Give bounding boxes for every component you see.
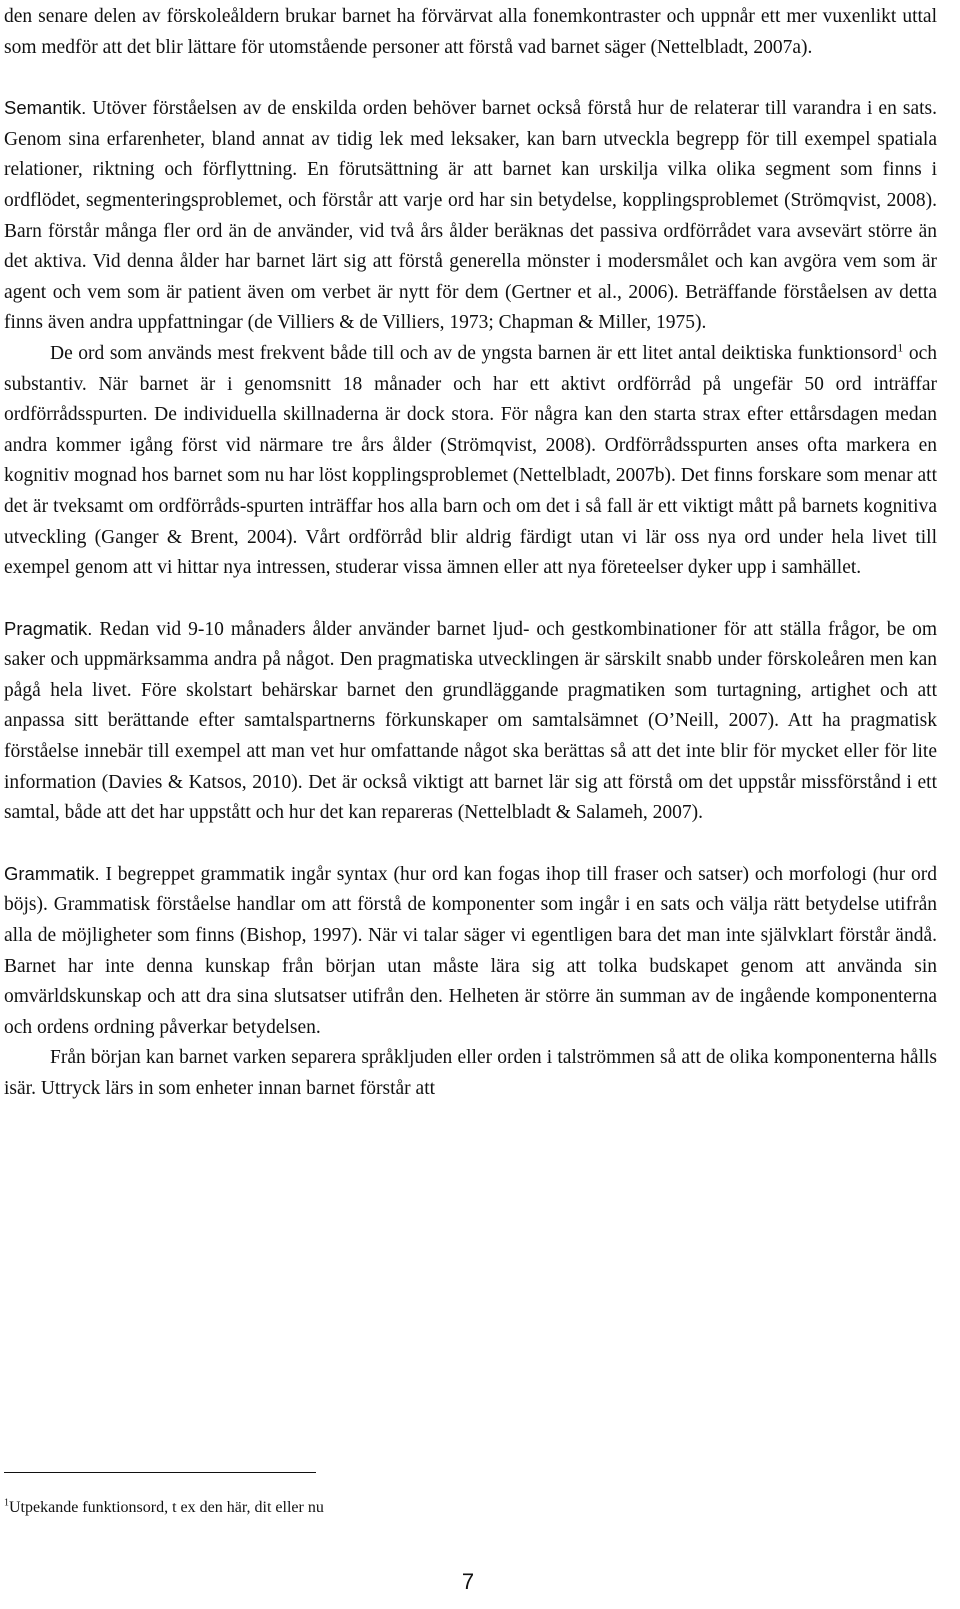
paragraph-text: I begreppet grammatik ingår syntax (hur ord kan fogas ihop till fraser och satser) och morfologi (hur ord böjs). Grammatisk förståelse handlar om att förstå de komponenter som ingår i en sats och välja rätt betydelse utifrån alla de möjligheter som finns (Bishop, 1997). När vi talar säger vi egentligen bara det man inte självklart förstår ändå. Barnet har inte denna kunskap från början utan måste lära sig att tolka budskapet genom att använda sin omvärldskunskap och att dra sina slutsatser utifrån den. Helheten är större än summan av de ingående komponenterna och ordens ordning påverkar betydelsen.: [4, 863, 937, 1038]
footnote-text: Utpekande funktionsord, t ex den här, dit eller nu: [9, 1499, 324, 1516]
footnote-reference: 1: [897, 340, 904, 355]
paragraph-text: den senare delen av förskoleåldern brukar barnet ha förvärvat alla fonemkontraster och uppnår ett mer vuxenlikt uttal som medför att det blir lättare för utomstående personer att förstå vad barnet säger (Nettelbladt, 2007a).: [4, 6, 937, 58]
paragraph-text: och substantiv. När barnet är i genomsnitt 18 månader och har ett aktivt ordförråd på ungefär 50 ord inträffar ordförrådsspurten. De individuella skillnaderna är dock stora. För några kan den starta strax efter ettårsdagen medan andra kommer igång först vid närmare tre års ålder (Strömqvist, 2008). Ordförrådsspurten anses ofta markera en kognitiv mognad hos barnet som nu har löst kopplingsproblemet (Nettelbladt, 2007b). Det finns forskare som menar att det är tveksamt om ordförråds-spurten inträffar hos alla barn och om det i så fall är ett viktigt mått på barnets kognitiva utveckling (Ganger & Brent, 2004). Vårt ordförråd blir aldrig färdigt utan vi lär oss nya ord under hela livet till exempel genom att vi hittar nya intressen, studerar vissa ämnen eller att nya företeelser dyker upp i samhället.: [4, 342, 938, 579]
section-heading-semantik: Semantik.: [4, 97, 87, 119]
paragraph-grammatik: [4, 859, 937, 1044]
paragraph-semantik: [4, 93, 937, 339]
paragraph-phonology-end: [4, 2, 937, 63]
paragraph-gap: [4, 829, 937, 859]
footnote-mark: 1: [4, 1497, 9, 1509]
section-heading-pragmatik: Pragmatik.: [4, 617, 93, 639]
paragraph-gap: [4, 584, 937, 614]
paragraph-gap: [4, 63, 937, 93]
paragraph-komponenter: [4, 1043, 937, 1104]
paragraph-ordforrad: [4, 339, 937, 584]
paragraph-text: Från början kan barnet varken separera språkljuden eller orden i talströmmen så att de olika komponenterna hålls isär. Uttryck lärs in som enheter innan barnet förstår att: [4, 1047, 937, 1099]
footnote: [4, 1498, 324, 1518]
paragraph-pragmatik: [4, 614, 937, 829]
paragraph-text: De ord som används mest frekvent både till och av de yngsta barnen är ett litet antal deiktiska funktionsord: [50, 342, 898, 364]
section-heading-grammatik: Grammatik.: [4, 862, 100, 884]
body-text: [4, 2, 937, 1105]
paragraph-text: Redan vid 9-10 månaders ålder använder barnet ljud- och gestkombinationer för att ställa frågor, be om saker och uppmärksamma andra på något. Den pragmatiska utvecklingen är särskilt snabb under förskoleåren men kan pågå hela livet. Före skolstart behärskar barnet den grundläggande pragmatiken som turtagning, artighet och att anpassa sitt berättande efter samtalspartnerns förkunskaper om samtalsämnet (O’Neill, 2007). Att ha pragmatisk förståelse innebär till exempel att man vet hur omfattande något ska berättas så att det inte blir för mycket eller för lite information (Davies & Katsos, 2010). Det är också viktigt att barnet lär sig att förstå om det uppstår missförstånd i ett samtal, både att det har uppstått och hur det kan repareras (Nettelbladt & Salameh, 2007).: [4, 618, 937, 824]
paragraph-text: Utöver förståelsen av de enskilda orden behöver barnet också förstå hur de relaterar till varandra i en sats. Genom sina erfarenheter, bland annat av tidig lek med leksaker, kan barn utveckla begrepp för till exempel spatiala relationer, riktning och förflyttning. En förutsättning är att barnet kan urskilja vilka olika segment som finns i ordflödet, segmenteringsproblemet, och förstår att varje ord har sin betydelse, kopplingsproblemet (Strömqvist, 2008). Barn förstår många fler ord än de använder, vid två års ålder beräknas det passiva ordförrådet vara avsevärt större än det aktiva. Vid denna ålder har barnet lärt sig att förstå generella mönster i modersmålet och kan avgöra vem som är agent och vem som är patient även om verbet är nytt för dem (Gertner et al., 2006). Beträffande förståelsen av detta finns även andra uppfattningar (de Villiers & de Villiers, 1973; Chapman & Miller, 1975).: [4, 98, 937, 334]
page-number: 7: [461, 1569, 475, 1594]
footnote-divider: [4, 1472, 316, 1473]
